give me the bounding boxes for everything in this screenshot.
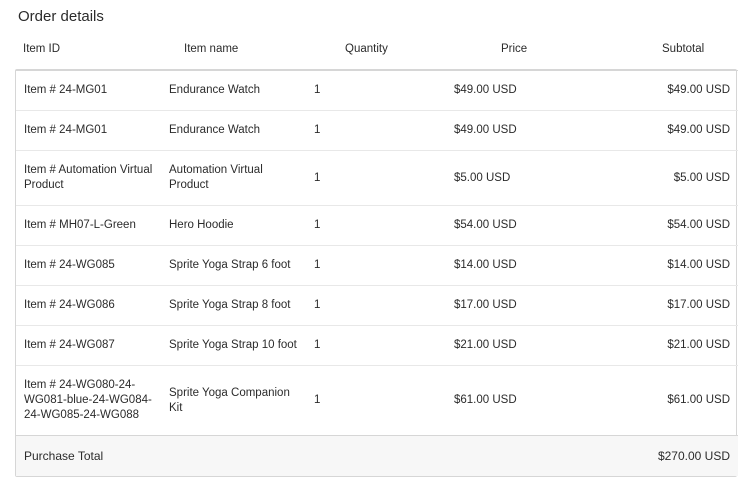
cell-item-name: Automation Virtual Product (161, 151, 306, 206)
cell-quantity: 1 (314, 84, 321, 96)
cell-subtotal: $61.00 USD (591, 366, 738, 436)
table-head (15, 37, 750, 69)
order-table-header (15, 37, 750, 69)
column-header-item-name: Item name (184, 43, 239, 55)
table-row (16, 111, 738, 151)
purchase-total-value: $270.00 USD (446, 436, 738, 477)
cell-subtotal: $5.00 USD (591, 151, 738, 206)
cell-item-name: Endurance Watch (161, 111, 306, 151)
column-header-item-id: Item ID (23, 43, 61, 55)
cell-item-id: Item # 24-MG01 (24, 84, 108, 96)
order-items-body (16, 71, 738, 436)
cell-quantity: 1 (306, 326, 446, 366)
cell-subtotal: $17.00 USD (591, 286, 738, 326)
order-table-body-wrap (15, 69, 737, 477)
column-header-subtotal: Subtotal (662, 43, 705, 55)
order-table-header-area (15, 37, 737, 69)
cell-item-name: Sprite Yoga Strap 6 foot (161, 246, 306, 286)
purchase-total-label: Purchase Total (16, 436, 446, 477)
cell-item-id: Item # Automation Virtual Product (16, 151, 161, 206)
cell-price: $49.00 USD (446, 111, 591, 151)
cell-item-name: Sprite Yoga Companion Kit (161, 366, 306, 436)
table-row (16, 286, 738, 326)
cell-quantity: 1 (306, 286, 446, 326)
cell-subtotal: $54.00 USD (591, 206, 738, 246)
table-row (16, 366, 738, 436)
cell-item-name: Endurance Watch (169, 84, 260, 96)
cell-item-name: Sprite Yoga Strap 8 foot (161, 286, 306, 326)
cell-price: $54.00 USD (446, 206, 591, 246)
cell-item-id: Item # 24-WG086 (16, 286, 161, 326)
cell-item-id: Item # 24-MG01 (16, 111, 161, 151)
cell-item-id: Item # 24-WG087 (16, 326, 161, 366)
cell-price: $21.00 USD (446, 326, 591, 366)
cell-subtotal: $14.00 USD (591, 246, 738, 286)
cell-price: $61.00 USD (446, 366, 591, 436)
cell-item-name: Sprite Yoga Strap 10 foot (161, 326, 306, 366)
order-totals (16, 436, 738, 477)
cell-price: $14.00 USD (446, 246, 591, 286)
cell-quantity: 1 (306, 111, 446, 151)
cell-quantity: 1 (306, 366, 446, 436)
table-row (16, 206, 738, 246)
table-row (16, 246, 738, 286)
order-items-table (16, 70, 738, 476)
cell-price: $49.00 USD (454, 84, 517, 96)
table-row (16, 326, 738, 366)
column-header-price: Price (501, 43, 528, 55)
cell-quantity: 1 (306, 246, 446, 286)
cell-subtotal: $49.00 USD (667, 84, 730, 96)
purchase-total-row (16, 436, 738, 477)
table-header-row (15, 37, 750, 69)
cell-item-name: Hero Hoodie (161, 206, 306, 246)
cell-subtotal: $49.00 USD (591, 111, 738, 151)
page-title: Order details (18, 8, 104, 25)
cell-quantity: 1 (306, 151, 446, 206)
cell-subtotal: $21.00 USD (591, 326, 738, 366)
cell-price: $17.00 USD (446, 286, 591, 326)
cell-item-id: Item # MH07-L-Green (16, 206, 161, 246)
cell-price: $5.00 USD (446, 151, 591, 206)
column-header-quantity: Quantity (345, 43, 388, 55)
cell-item-id: Item # 24-WG085 (16, 246, 161, 286)
table-row (16, 71, 738, 111)
cell-quantity: 1 (306, 206, 446, 246)
table-row (16, 151, 738, 206)
cell-item-id: Item # 24-WG080-24-WG081-blue-24-WG084-24-WG085-24-WG088 (16, 366, 161, 436)
